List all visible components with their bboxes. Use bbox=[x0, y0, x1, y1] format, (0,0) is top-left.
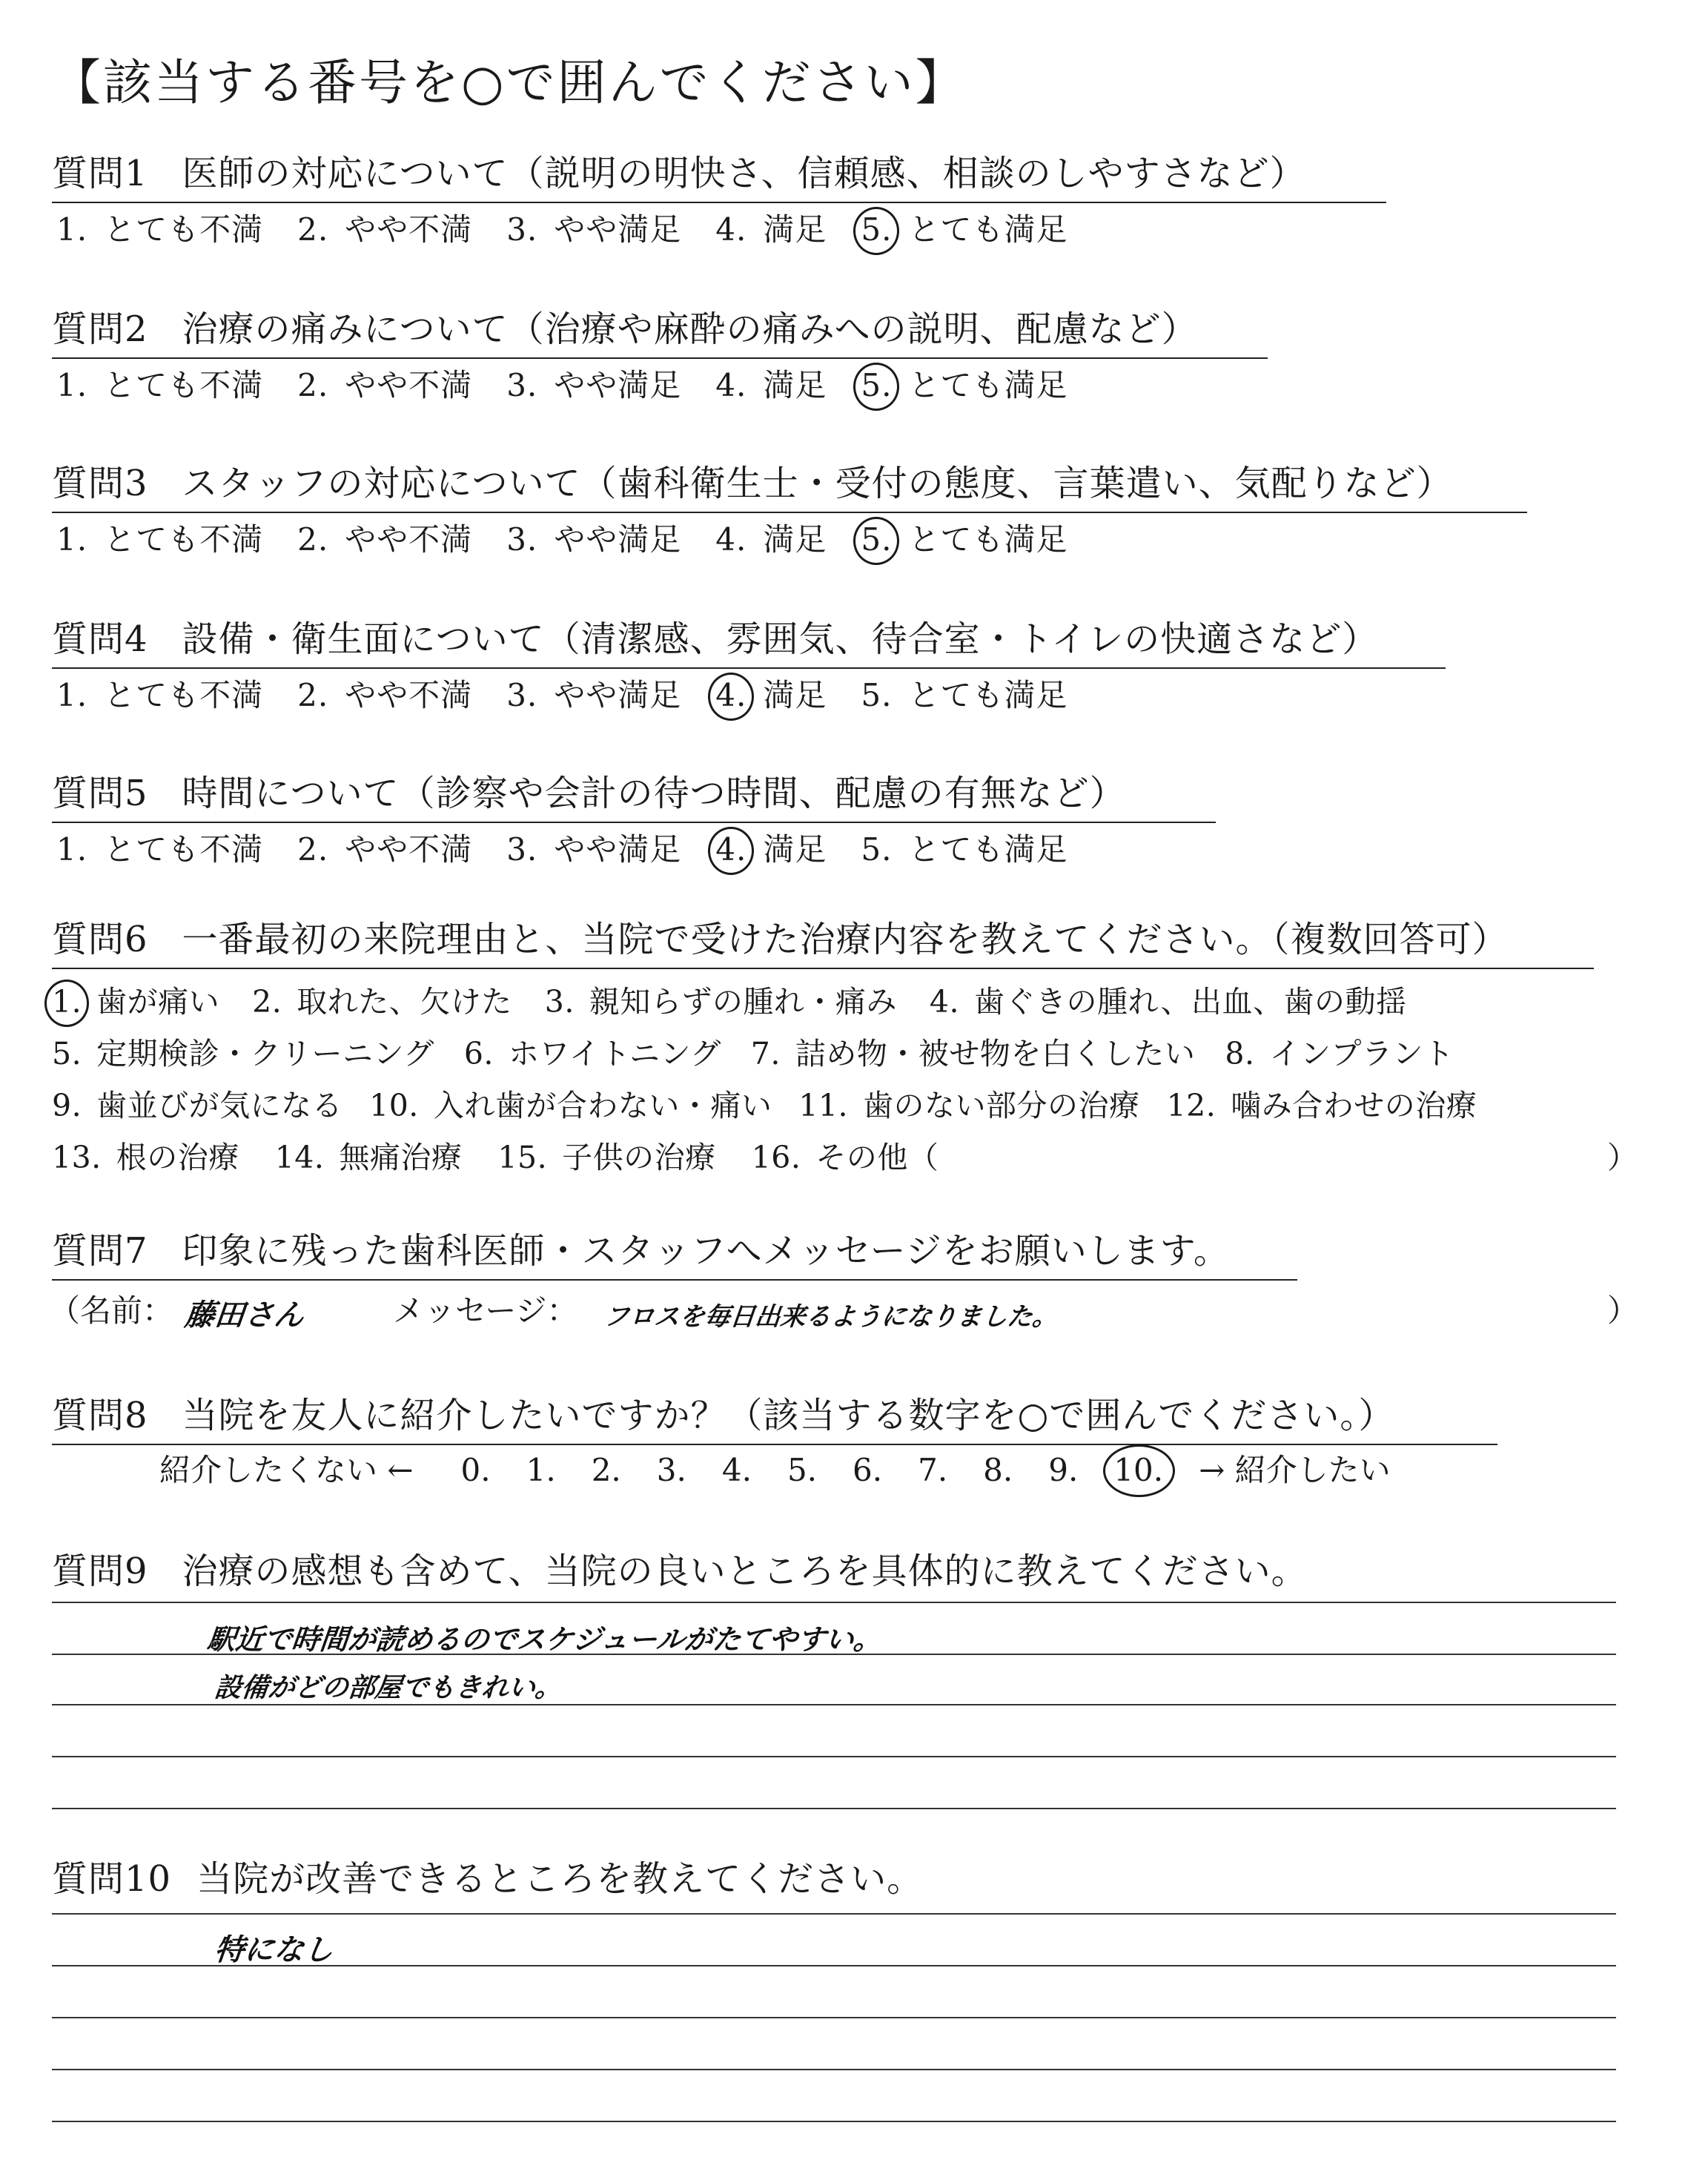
option-label: やや不満 bbox=[345, 831, 473, 868]
rating-options bbox=[56, 205, 1102, 250]
question-label: 質問5 bbox=[52, 773, 148, 814]
option-number: 1. bbox=[56, 211, 88, 248]
option-number: 4. bbox=[715, 521, 747, 558]
option-number: 5. bbox=[861, 521, 893, 558]
option-number: 12. bbox=[1166, 1088, 1217, 1123]
question-heading bbox=[52, 911, 1594, 969]
q6-option-11[interactable] bbox=[798, 1081, 1139, 1125]
rating-option-3[interactable] bbox=[506, 671, 681, 716]
rating-option-3[interactable] bbox=[506, 205, 681, 250]
question-text: 医師の対応について（説明の明快さ、信頼感、相談のしやすさなど） bbox=[182, 153, 1306, 194]
option-number: 1. bbox=[56, 367, 88, 403]
question-label: 質問6 bbox=[52, 919, 148, 960]
rating-option-5[interactable] bbox=[861, 361, 1068, 406]
option-number: 3. bbox=[544, 984, 575, 1020]
message-label: メッセージ： bbox=[393, 1292, 578, 1329]
rating-option-5[interactable] bbox=[861, 825, 1068, 870]
option-label: 満足 bbox=[763, 367, 827, 403]
handwritten-name: 藤田さん bbox=[183, 1298, 306, 1332]
option-label: 満足 bbox=[763, 677, 827, 713]
q6-option-5[interactable] bbox=[52, 1029, 434, 1073]
rating-option-4[interactable] bbox=[715, 361, 827, 406]
scale-step-1[interactable]: 1. bbox=[526, 1452, 556, 1488]
option-number: 2. bbox=[297, 831, 329, 868]
question-heading bbox=[52, 1222, 1297, 1281]
option-label: 歯が痛い bbox=[96, 984, 220, 1020]
question-heading bbox=[52, 610, 1446, 669]
q6-option-15[interactable] bbox=[497, 1133, 715, 1177]
question-3 bbox=[52, 455, 1527, 513]
rating-option-1[interactable] bbox=[56, 671, 263, 716]
rating-option-1[interactable] bbox=[56, 205, 263, 250]
q6-option-13[interactable] bbox=[52, 1133, 239, 1177]
option-label: 定期検診・クリーニング bbox=[96, 1036, 434, 1071]
option-number: 3. bbox=[506, 211, 538, 248]
question-label: 質問2 bbox=[52, 308, 148, 350]
option-number: 14. bbox=[274, 1140, 325, 1175]
question-label: 質問10 bbox=[52, 1858, 172, 1900]
answer-line bbox=[52, 2069, 1616, 2070]
rating-option-3[interactable] bbox=[506, 361, 681, 406]
question-text: 当院を友人に紹介したいですか？（該当する数字を○で囲んでください。） bbox=[182, 1395, 1395, 1436]
option-number: 2. bbox=[297, 211, 329, 248]
option-number: 4. bbox=[715, 367, 747, 403]
scale-step-9[interactable]: 9. bbox=[1048, 1452, 1079, 1488]
option-label: 噛み合わせの治療 bbox=[1231, 1088, 1477, 1123]
option-label: やや満足 bbox=[554, 211, 682, 248]
rating-option-4[interactable] bbox=[715, 205, 827, 250]
option-label: 親知らずの腫れ・痛み bbox=[589, 984, 897, 1020]
option-label: やや不満 bbox=[345, 521, 473, 558]
option-number: 1. bbox=[56, 831, 88, 868]
option-number: 6. bbox=[463, 1036, 494, 1071]
scale-step-8[interactable]: 8. bbox=[983, 1452, 1013, 1488]
rating-option-4[interactable] bbox=[715, 671, 827, 716]
rating-option-2[interactable] bbox=[297, 671, 472, 716]
question-label: 質問8 bbox=[52, 1395, 148, 1436]
option-label: やや不満 bbox=[345, 367, 473, 403]
option-number: 4. bbox=[715, 831, 747, 868]
question-text: スタッフの対応について（歯科衛生士・受付の態度、言葉遣い、気配りなど） bbox=[182, 463, 1453, 504]
option-label: 満足 bbox=[763, 211, 827, 248]
question-heading bbox=[52, 764, 1216, 823]
option-label: とても満足 bbox=[908, 677, 1068, 713]
option-label: その他（ bbox=[815, 1140, 939, 1175]
question-label: 質問4 bbox=[52, 618, 148, 660]
handwritten-answer-line: 特になし bbox=[213, 1933, 336, 1967]
option-number: 3. bbox=[506, 831, 538, 868]
option-label: 無痛治療 bbox=[339, 1140, 463, 1175]
option-label: とても不満 bbox=[104, 677, 264, 713]
option-label: やや満足 bbox=[554, 831, 682, 868]
q6-option-row bbox=[52, 1133, 974, 1177]
option-label: やや不満 bbox=[345, 211, 473, 248]
q6-close-paren: ） bbox=[1607, 1140, 1638, 1175]
scale-step-4[interactable]: 4. bbox=[721, 1452, 752, 1488]
rating-option-2[interactable] bbox=[297, 205, 472, 250]
option-number: 1. bbox=[56, 677, 88, 713]
question-label: 質問1 bbox=[52, 153, 148, 194]
question-label: 質問3 bbox=[52, 463, 148, 504]
handwritten-answer-line: 設備がどの部屋でもきれい。 bbox=[213, 1673, 563, 1703]
option-label: とても満足 bbox=[908, 211, 1068, 248]
option-label: とても満足 bbox=[908, 367, 1068, 403]
page-title: 【該当する番号を○で囲んでください】 bbox=[52, 54, 967, 111]
question-4 bbox=[52, 610, 1446, 669]
rating-option-5[interactable] bbox=[861, 515, 1068, 560]
option-number: 16. bbox=[751, 1140, 801, 1175]
option-label: とても不満 bbox=[104, 211, 264, 248]
question-7 bbox=[52, 1222, 1297, 1281]
option-label: とても不満 bbox=[104, 521, 264, 558]
option-number: 5. bbox=[861, 367, 893, 403]
option-label: とても不満 bbox=[104, 831, 264, 868]
rating-options bbox=[56, 825, 1102, 870]
question-text: 一番最初の来院理由と、当院で受けた治療内容を教えてください。（複数回答可） bbox=[182, 919, 1509, 960]
answer-line bbox=[52, 2017, 1616, 2018]
q6-option-10[interactable] bbox=[369, 1081, 772, 1125]
q6-option-16[interactable] bbox=[752, 1133, 939, 1177]
scale-left-label: 紹介したくない ← bbox=[159, 1452, 414, 1488]
option-number: 7. bbox=[750, 1036, 781, 1071]
answer-line bbox=[52, 1756, 1616, 1757]
rating-options bbox=[56, 671, 1102, 716]
recommend-scale bbox=[159, 1446, 1426, 1490]
option-label: 根の治療 bbox=[116, 1140, 239, 1175]
option-number: 10. bbox=[369, 1088, 419, 1123]
question-heading bbox=[52, 1850, 923, 1907]
question-label: 質問7 bbox=[52, 1230, 148, 1272]
question-text: 時間について（診察や会計の待つ時間、配慮の有無など） bbox=[182, 773, 1126, 814]
option-label: やや満足 bbox=[554, 521, 682, 558]
option-label: 歯並びが気になる bbox=[96, 1088, 343, 1123]
scale-step-3[interactable]: 3. bbox=[656, 1452, 686, 1488]
answer-line bbox=[52, 1808, 1616, 1809]
option-number: 4. bbox=[715, 211, 747, 248]
option-number: 5. bbox=[861, 831, 893, 868]
rating-option-5[interactable] bbox=[861, 205, 1068, 250]
rating-option-2[interactable] bbox=[297, 361, 472, 406]
rating-option-2[interactable] bbox=[297, 515, 472, 560]
option-number: 13. bbox=[52, 1140, 102, 1175]
option-label: ホワイトニング bbox=[508, 1036, 721, 1071]
rating-option-4[interactable] bbox=[715, 515, 827, 560]
option-number: 5. bbox=[861, 677, 893, 713]
rating-option-3[interactable] bbox=[506, 515, 681, 560]
option-label: インプラント bbox=[1269, 1036, 1454, 1071]
q6-option-row bbox=[52, 977, 1439, 1021]
scale-step-7[interactable]: 7. bbox=[918, 1452, 948, 1488]
option-label: やや満足 bbox=[554, 677, 682, 713]
rating-option-3[interactable] bbox=[506, 825, 681, 870]
question-8 bbox=[52, 1387, 1497, 1445]
option-number: 5. bbox=[861, 211, 893, 248]
q6-option-row bbox=[52, 1029, 1484, 1073]
question-9 bbox=[52, 1542, 1308, 1599]
handwritten-answer-line: 駅近で時間が読めるのでスケジュールがたてやすい。 bbox=[205, 1623, 884, 1656]
question-1 bbox=[52, 145, 1386, 203]
option-label: 詰め物・被せ物を白くしたい bbox=[795, 1036, 1196, 1071]
question-10 bbox=[52, 1850, 923, 1907]
q6-option-6[interactable] bbox=[464, 1029, 721, 1073]
question-6 bbox=[52, 911, 1594, 969]
scale-step-0[interactable]: 0. bbox=[460, 1452, 491, 1488]
rating-option-2[interactable] bbox=[297, 825, 472, 870]
option-number: 2. bbox=[297, 521, 329, 558]
option-label: 入れ歯が合わない・痛い bbox=[433, 1088, 772, 1123]
scale-step-5[interactable]: 5. bbox=[787, 1452, 818, 1488]
handwritten-message: フロスを毎日出来るようになりました。 bbox=[602, 1302, 1059, 1332]
option-number: 9. bbox=[52, 1088, 82, 1123]
option-number: 3. bbox=[506, 677, 538, 713]
option-number: 4. bbox=[715, 677, 747, 713]
option-label: 子供の治療 bbox=[562, 1140, 716, 1175]
option-label: 取れた、欠けた bbox=[297, 984, 512, 1020]
option-number: 4. bbox=[929, 984, 959, 1020]
option-number: 2. bbox=[252, 984, 282, 1020]
option-number: 3. bbox=[506, 521, 538, 558]
question-label: 質問9 bbox=[52, 1550, 148, 1592]
message-close-paren: ） bbox=[1607, 1292, 1639, 1329]
option-label: 満足 bbox=[763, 521, 827, 558]
scale-right-label: → 紹介したい bbox=[1199, 1452, 1391, 1488]
option-label: とても不満 bbox=[104, 367, 264, 403]
question-text: 設備・衛生面について（清潔感、雰囲気、待合室・トイレの快適さなど） bbox=[182, 618, 1379, 660]
option-label: 満足 bbox=[763, 831, 827, 868]
option-label: 歯ぐきの腫れ、出血、歯の動揺 bbox=[974, 984, 1407, 1020]
q6-option-14[interactable] bbox=[275, 1133, 463, 1177]
option-number: 2. bbox=[297, 677, 329, 713]
rating-option-4[interactable] bbox=[715, 825, 827, 870]
option-number: 2. bbox=[297, 367, 329, 403]
option-number: 3. bbox=[506, 367, 538, 403]
option-label: とても満足 bbox=[908, 831, 1068, 868]
question-heading bbox=[52, 145, 1386, 203]
question-heading bbox=[52, 1387, 1497, 1445]
q6-option-3[interactable] bbox=[545, 977, 897, 1021]
option-label: 歯のない部分の治療 bbox=[863, 1088, 1140, 1123]
answer-line bbox=[52, 1602, 1616, 1603]
scale-step-6[interactable]: 6. bbox=[853, 1452, 883, 1488]
option-label: やや不満 bbox=[345, 677, 473, 713]
rating-option-1[interactable] bbox=[56, 361, 263, 406]
question-heading bbox=[52, 1542, 1308, 1599]
rating-option-1[interactable] bbox=[56, 825, 263, 870]
rating-option-1[interactable] bbox=[56, 515, 263, 560]
option-label: やや満足 bbox=[554, 367, 682, 403]
q6-option-9[interactable] bbox=[52, 1081, 342, 1125]
q6-option-2[interactable] bbox=[252, 977, 512, 1021]
option-number: 5. bbox=[52, 1036, 82, 1071]
q6-option-row bbox=[52, 1081, 1503, 1125]
answer-line bbox=[52, 1913, 1616, 1915]
q6-option-4[interactable] bbox=[930, 977, 1407, 1021]
scale-step-2[interactable]: 2. bbox=[591, 1452, 621, 1488]
question-heading bbox=[52, 455, 1527, 513]
question-heading bbox=[52, 300, 1268, 359]
option-label: とても満足 bbox=[908, 521, 1068, 558]
rating-option-5[interactable] bbox=[861, 671, 1068, 716]
question-text: 印象に残った歯科医師・スタッフへメッセージをお願いします。 bbox=[182, 1230, 1230, 1272]
rating-options bbox=[56, 515, 1102, 560]
option-number: 15. bbox=[497, 1140, 548, 1175]
question-5 bbox=[52, 764, 1216, 823]
option-number: 1. bbox=[56, 521, 88, 558]
question-text: 当院が改善できるところを教えてください。 bbox=[196, 1858, 924, 1900]
question-text: 治療の痛みについて（治療や麻酔の痛みへの説明、配慮など） bbox=[182, 308, 1198, 350]
answer-line bbox=[52, 2121, 1616, 2122]
option-number: 8. bbox=[1225, 1036, 1255, 1071]
message-name-label: （名前： bbox=[49, 1292, 174, 1329]
q6-option-12[interactable] bbox=[1167, 1081, 1477, 1125]
scale-step-10[interactable]: 10. bbox=[1113, 1452, 1164, 1488]
q6-option-7[interactable] bbox=[751, 1029, 1196, 1073]
option-number: 11. bbox=[798, 1088, 849, 1123]
q6-option-8[interactable] bbox=[1225, 1029, 1454, 1073]
question-text: 治療の感想も含めて、当院の良いところを具体的に教えてください。 bbox=[182, 1550, 1308, 1592]
option-number: 1. bbox=[52, 984, 82, 1020]
rating-options bbox=[56, 361, 1102, 406]
question-2 bbox=[52, 300, 1268, 359]
q6-option-1[interactable] bbox=[52, 977, 219, 1021]
